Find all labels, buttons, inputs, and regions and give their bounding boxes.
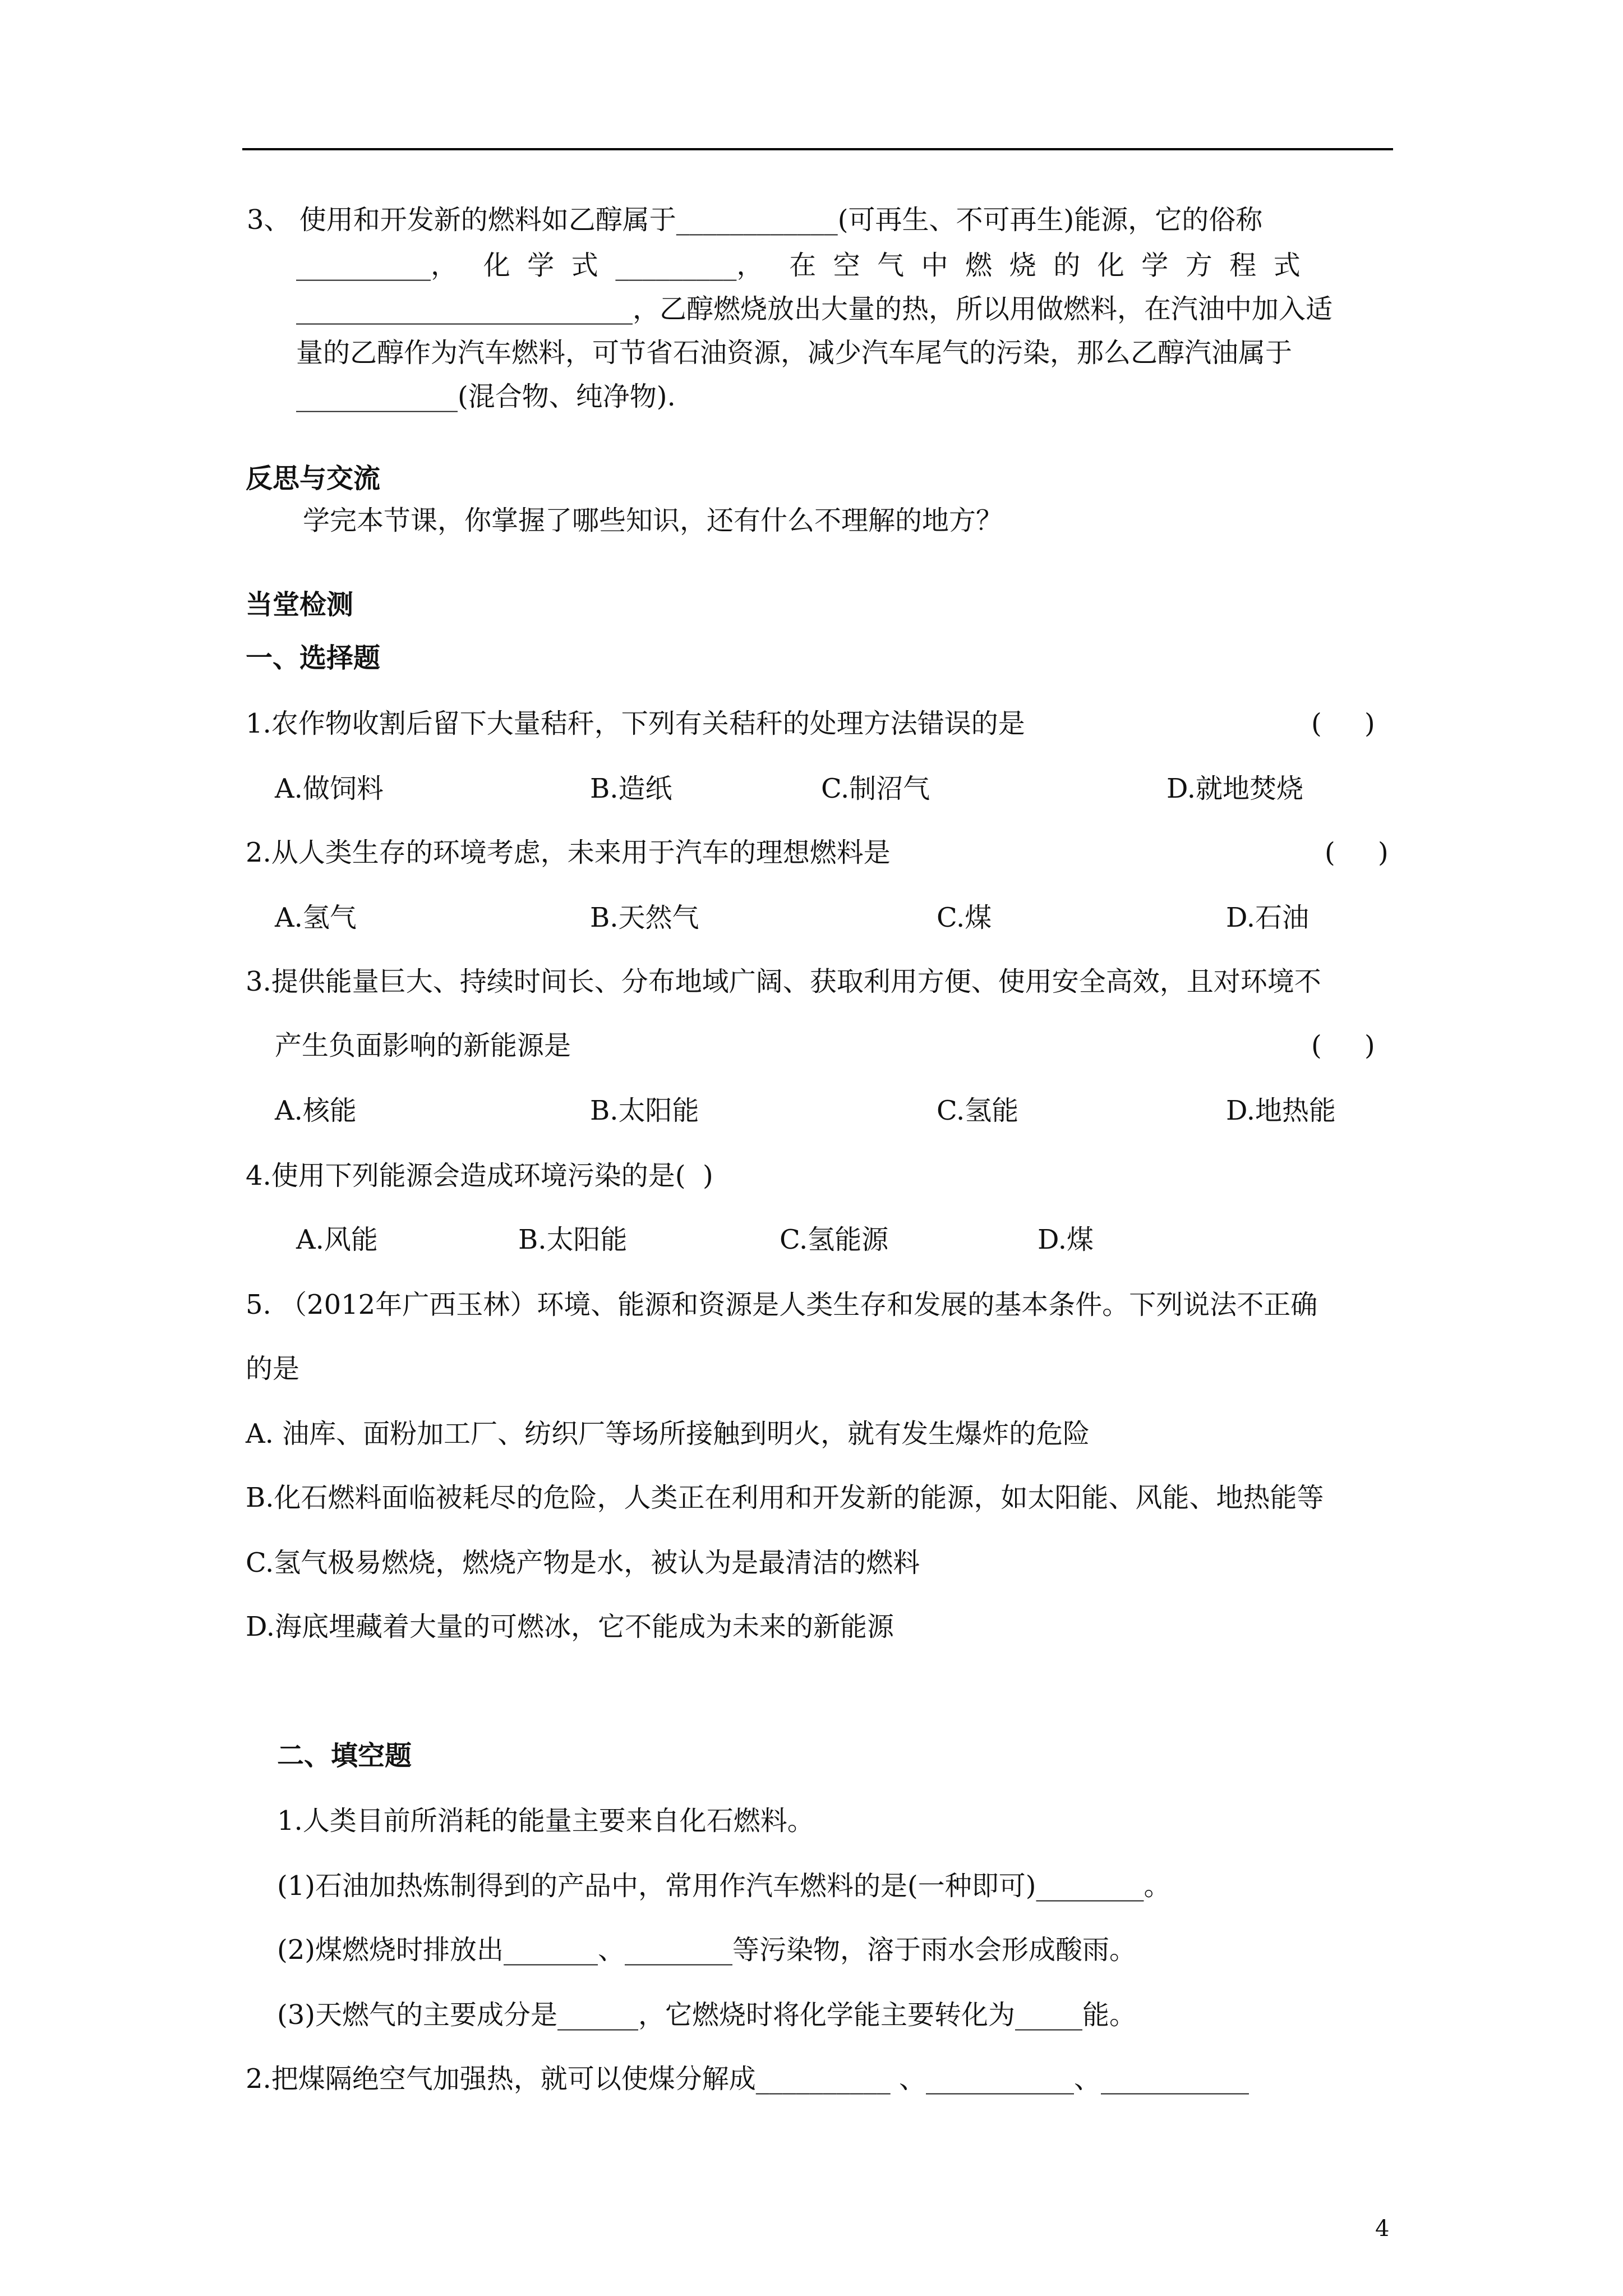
choice-q5-stem: 5. （2012年广西玉林）环境、能源和资源是人类生存和发展的基本条件。下列说法不正确	[246, 1289, 1318, 1320]
choice-q2-option-b: B.天然气	[590, 902, 699, 933]
choice-q2-option-c: C.煤	[937, 902, 992, 933]
page-number: 4	[1375, 2216, 1390, 2242]
test-heading: 当堂检测	[246, 589, 354, 620]
header-rule	[242, 148, 1393, 150]
choice-q5-option-b: B.化石燃料面临被耗尽的危险，人类正在利用和开发新的能源，如太阳能、风能、地热能等	[246, 1482, 1324, 1513]
fill-q1-part-1: (1)石油加热炼制得到的产品中，常用作汽车燃料的是(一种即可)________。	[277, 1870, 1171, 1902]
fill-q1-part-2: (2)煤燃烧时排放出_______、________等污染物，溶于雨水会形成酸雨。	[277, 1934, 1136, 1966]
fill-q2: 2.把煤隔绝空气加强热，就可以使煤分解成__________ 、___________、___________	[246, 2063, 1249, 2095]
choice-q5-stem-cont: 的是	[246, 1353, 300, 1384]
reflection-heading: 反思与交流	[246, 463, 381, 494]
q3-line-2: __________， 化 学 式 _________， 在 空 气 中 燃 烧 的 化 学 方 程 式	[296, 250, 1301, 281]
q3-line-4: 量的乙醇作为汽车燃料，可节省石油资源，减少汽车尾气的污染，那么乙醇汽油属于	[296, 337, 1293, 369]
choice-q4-option-a: A.风能	[296, 1224, 378, 1255]
choice-q1-option-d: D.就地焚烧	[1166, 773, 1304, 804]
reflection-text: 学完本节课，你掌握了哪些知识，还有什么不理解的地方？	[303, 505, 1003, 536]
choice-q3-option-d: D.地热能	[1226, 1095, 1336, 1126]
choice-q2-option-d: D.石油	[1226, 902, 1310, 933]
choice-q3-answer-paren: ( )	[1311, 1030, 1375, 1061]
choice-q4-option-c: C.氢能源	[780, 1224, 889, 1255]
choice-q3-stem: 3.提供能量巨大、持续时间长、分布地域广阔、获取利用方便、使用安全高效，且对环境不	[246, 966, 1321, 997]
choice-q2-stem: 2.从人类生存的环境考虑，未来用于汽车的理想燃料是	[246, 837, 891, 868]
choice-q2-answer-paren: ( )	[1325, 837, 1389, 868]
fill-q1-part-3: (3)天燃气的主要成分是______，它燃烧时将化学能主要转化为_____能。	[277, 1999, 1136, 2031]
choice-q2-option-a: A.氢气	[275, 902, 357, 933]
section-fill-heading: 二、填空题	[277, 1740, 412, 1772]
q3-line-3: _________________________，乙醇燃烧放出大量的热，所以用做燃料，在汽油中加入适	[296, 293, 1333, 325]
choice-q4-option-b: B.太阳能	[518, 1224, 628, 1255]
choice-q3-stem-cont: 产生负面影响的新能源是	[275, 1030, 571, 1061]
choice-q1-option-c: C.制沼气	[821, 773, 930, 804]
choice-q3-option-c: C.氢能	[937, 1095, 1019, 1126]
q3-line-5: ____________(混合物、纯净物).	[296, 381, 676, 412]
choice-q1-option-b: B.造纸	[590, 773, 672, 804]
choice-q5-option-d: D.海底埋藏着大量的可燃冰，它不能成为未来的新能源	[246, 1611, 895, 1642]
choice-q4-stem: 4.使用下列能源会造成环境污染的是( )	[246, 1160, 713, 1191]
choice-q1-answer-paren: ( )	[1311, 708, 1375, 739]
choice-q5-option-c: C.氢气极易燃烧，燃烧产物是水，被认为是最清洁的燃料	[246, 1547, 920, 1579]
fill-q1: 1.人类目前所消耗的能量主要来自化石燃料。	[277, 1805, 814, 1837]
choice-q3-option-b: B.太阳能	[590, 1095, 699, 1126]
choice-q4-option-d: D.煤	[1038, 1224, 1094, 1255]
choice-q5-option-a: A. 油库、面粉加工厂、纺织厂等场所接触到明火，就有发生爆炸的危险	[246, 1418, 1090, 1450]
choice-q1-stem: 1.农作物收割后留下大量秸秆，下列有关秸秆的处理方法错误的是	[246, 708, 1025, 739]
section-choice-heading: 一、选择题	[246, 642, 381, 674]
choice-q3-option-a: A.核能	[275, 1095, 357, 1126]
q3-line-1: 3、 使用和开发新的燃料如乙醇属于____________(可再生、不可再生)能源，它的俗称	[247, 204, 1263, 236]
choice-q1-option-a: A.做饲料	[275, 773, 384, 804]
